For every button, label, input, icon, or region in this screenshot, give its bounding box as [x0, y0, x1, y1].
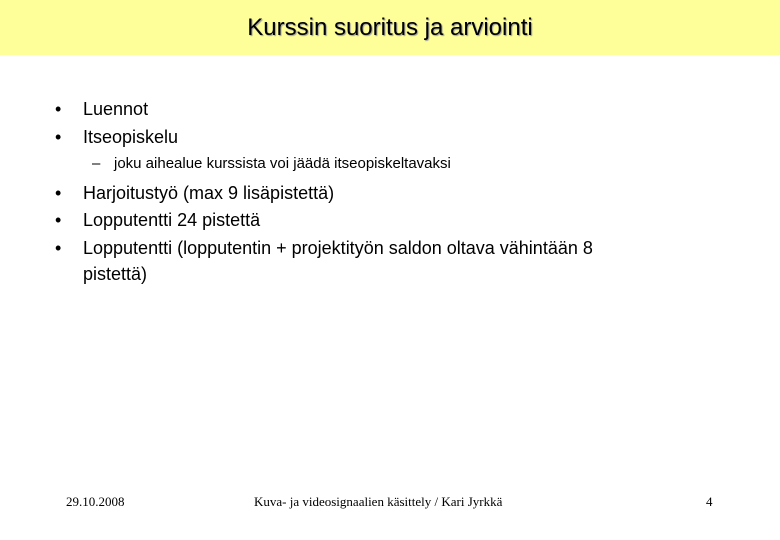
footer-date: 29.10.2008: [66, 494, 125, 509]
bullet-text: Luennot: [83, 99, 149, 119]
sub-bullet-marker: –: [92, 155, 101, 172]
sub-bullet-text: joku aihealue kurssista voi jäädä itseopiskeltavaksi: [114, 155, 451, 172]
bullet-marker: •: [55, 210, 62, 230]
bullet-text: Itseopiskelu: [83, 127, 179, 147]
page-number: 4: [706, 494, 713, 509]
bullet-text-line1: Lopputentti (lopputentin + projektityön saldon oltava vähintään 8: [83, 238, 593, 258]
bullet-text: Lopputentti 24 pistettä: [83, 210, 261, 230]
bullet-marker: •: [55, 99, 62, 119]
bullet-text-line2: pistettä): [83, 264, 148, 284]
bullet-marker: •: [55, 238, 62, 258]
slide-title: Kurssin suoritus ja arviointi: [247, 13, 533, 41]
footer-center-text: Kuva- ja videosignaalien käsittely / Kari Jyrkkä: [254, 494, 503, 509]
title-bar: [0, 0, 780, 55]
bullet-marker: •: [55, 127, 62, 147]
bullet-marker: •: [55, 183, 62, 203]
bullet-text: Harjoitustyö (max 9 lisäpistettä): [83, 183, 335, 203]
